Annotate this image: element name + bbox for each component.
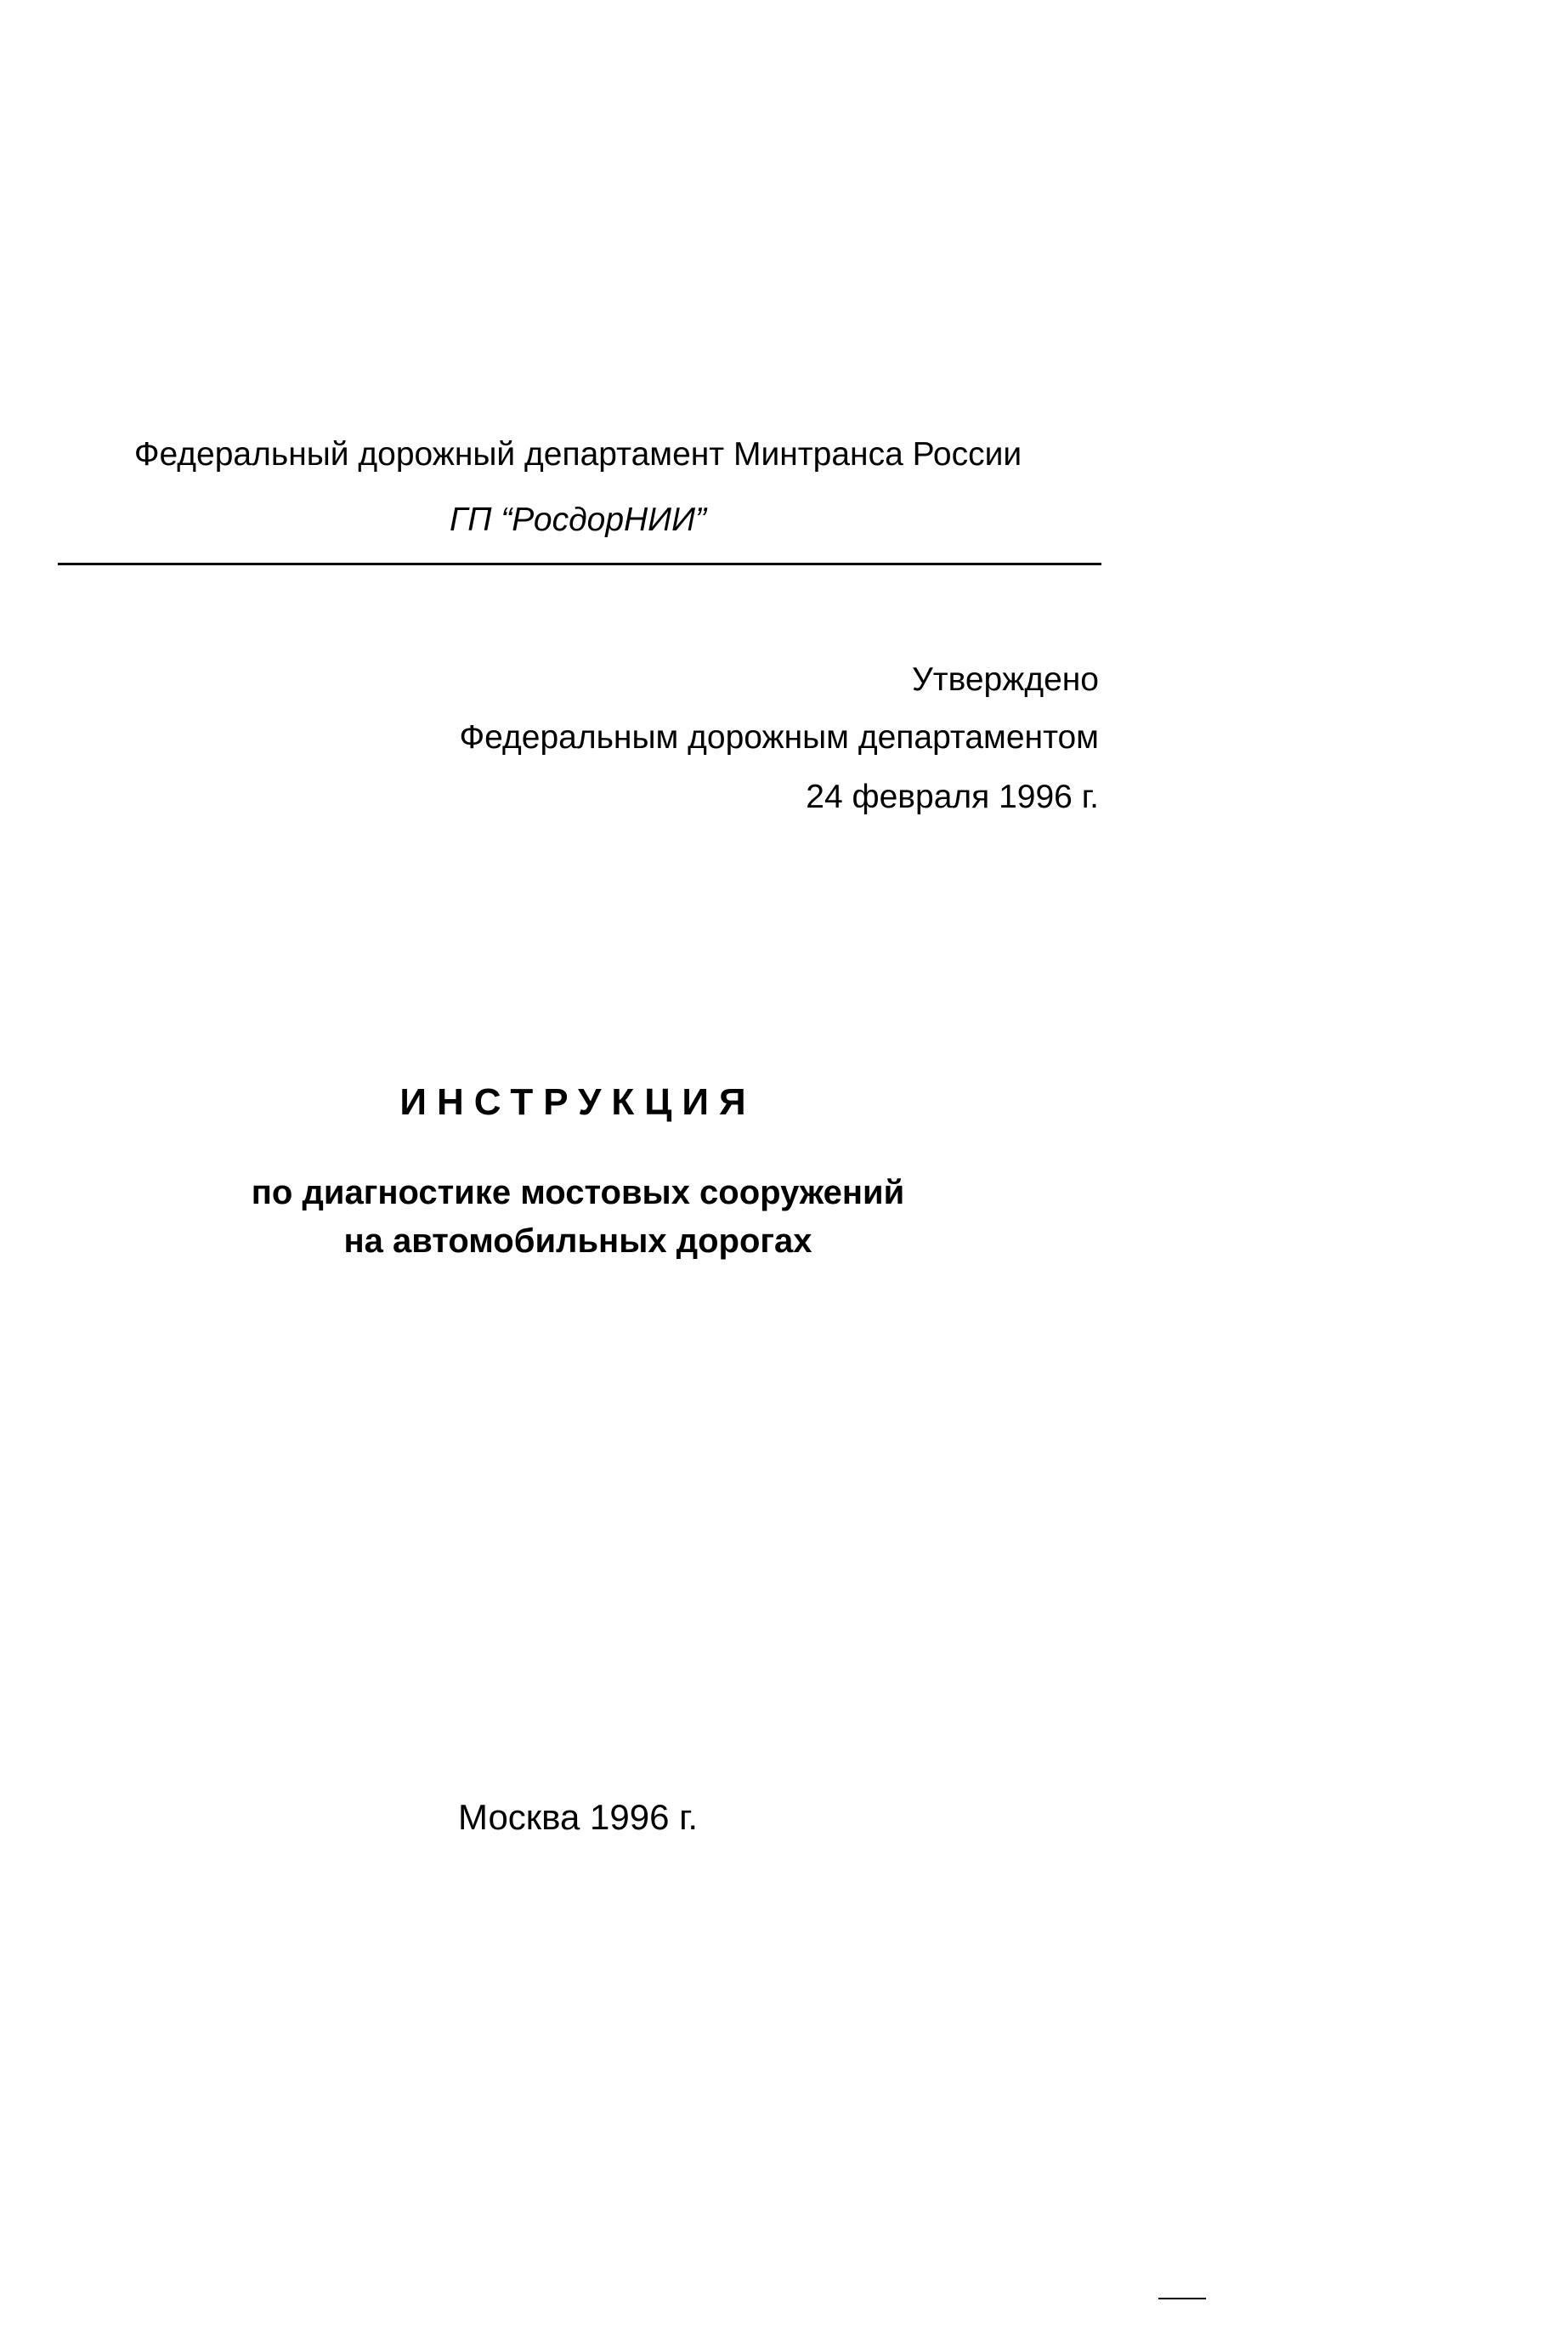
document-title: ИНСТРУКЦИЯ bbox=[399, 1081, 756, 1123]
suborganization-name: ГП “РосдорНИИ” bbox=[450, 502, 706, 538]
organization-name: Федеральный дорожный департамент Минтранса России bbox=[133, 436, 1022, 473]
approval-label: Утверждено bbox=[911, 661, 1099, 698]
publication-place-year: Москва 1996 г. bbox=[457, 1797, 699, 1837]
page-corner-mark bbox=[1158, 2298, 1206, 2299]
header-divider bbox=[58, 563, 1101, 565]
document-subtitle-line-1: по диагностике мостовых сооружений bbox=[251, 1174, 905, 1211]
approval-authority: Федеральным дорожным департаментом bbox=[459, 719, 1099, 756]
approval-date: 24 февраля 1996 г. bbox=[806, 779, 1099, 815]
document-subtitle-line-2: на автомобильных дорогах bbox=[343, 1222, 812, 1260]
